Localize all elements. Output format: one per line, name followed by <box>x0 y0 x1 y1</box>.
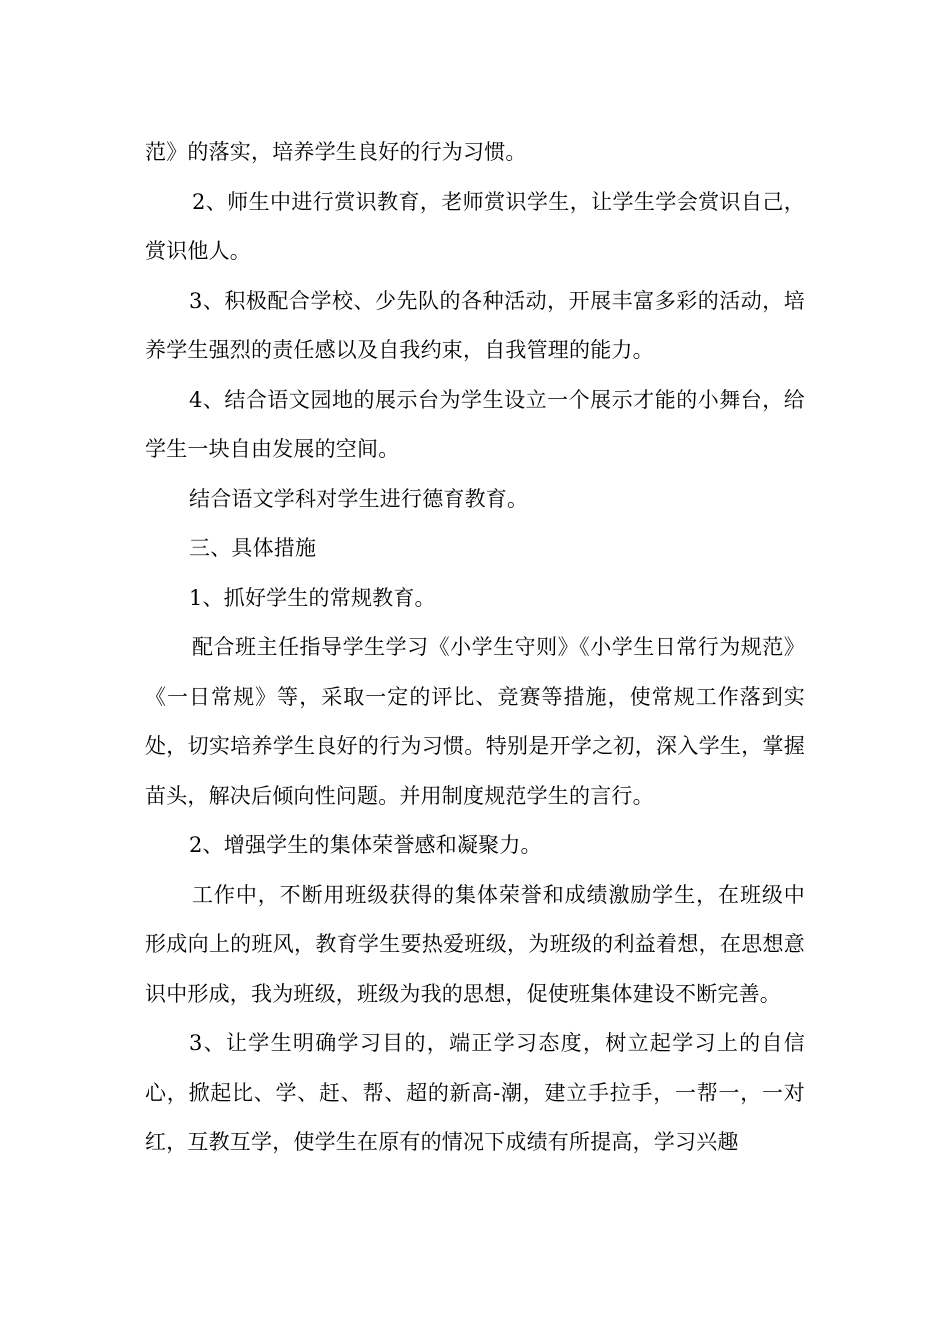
measure-body-2: 工作中，不断用班级获得的集体荣誉和成绩激励学生，在班级中形成向上的班风，教育学生要热爱班级，为班级的利益着想，在思想意识中形成，我为班级，班级为我的思想，促使班集体建设不断完善。 <box>145 882 805 1006</box>
measure-heading-1: 1、抓好学生的常规教育。 <box>189 585 436 610</box>
measure-heading-2: 2、增强学生的集体荣誉感和凝聚力。 <box>189 833 542 857</box>
paragraph-item-3: 3、积极配合学校、少先队的各种活动，开展丰富多彩的活动，培养学生强烈的责任感以及自我约束，自我管理的能力。 <box>145 288 805 362</box>
paragraph-moral-education: 结合语文学科对学生进行德育教育。 <box>189 486 529 511</box>
section-heading-measures: 三、具体措施 <box>189 536 317 560</box>
document-body <box>145 128 805 1168</box>
paragraph-continued: 范》的落实，培养学生良好的行为习惯。 <box>145 140 527 164</box>
measure-body-1: 配合班主任指导学生学习《小学生守则》《小学生日常行为规范》《一日常规》等，采取一定的评比、竞赛等措施，使常规工作落到实处，切实培养学生良好的行为习惯。特别是开学之初，深入学生，掌握苗头，解决后倾向性问题。并用制度规范学生的言行。 <box>145 635 805 808</box>
measure-heading-3: 3、让学生明确学习目的，端正学习态度，树立起学习上的自信心，掀起比、学、赶、帮、超的新高-潮，建立手拉手，一帮一，一对红，互教互学，使学生在原有的情况下成绩有所提高，学习兴趣 <box>145 1031 805 1154</box>
paragraph-item-2: 2、师生中进行赏识教育，老师赏识学生，让学生学会赏识自己，赏识他人。 <box>145 189 805 263</box>
paragraph-item-4: 4、结合语文园地的展示台为学生设立一个展示才能的小舞台，给学生一块自由发展的空间。 <box>145 387 805 461</box>
